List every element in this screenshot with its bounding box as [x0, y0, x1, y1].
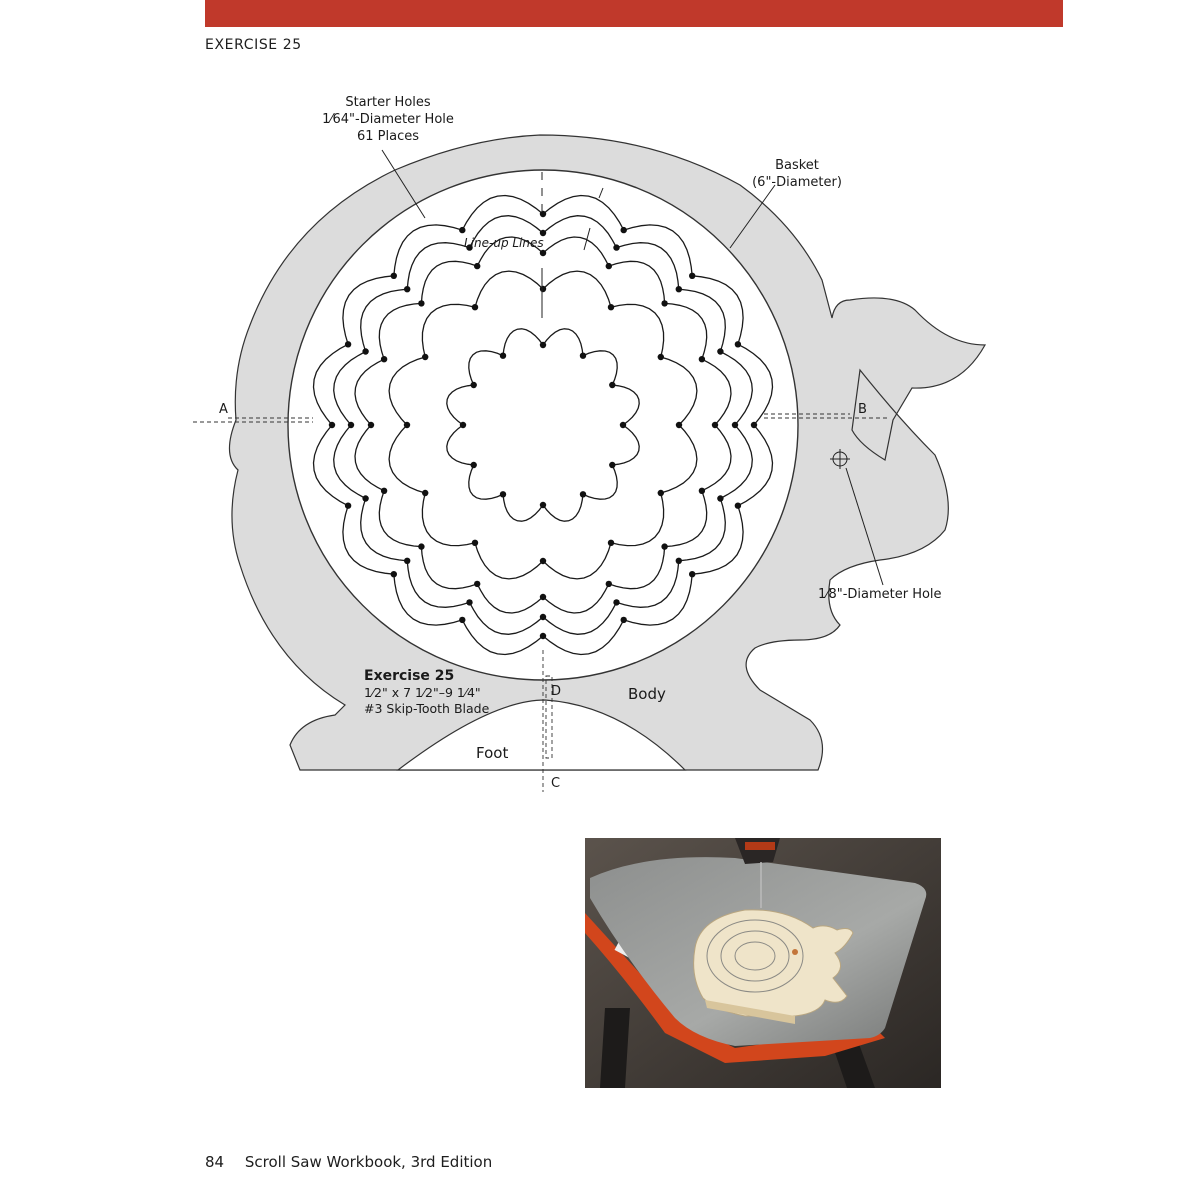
starter-hole — [391, 273, 397, 279]
starter-hole — [500, 491, 506, 497]
starter-hole — [606, 263, 612, 269]
starter-hole — [362, 495, 368, 501]
starter-hole — [699, 356, 705, 362]
foot-label: Foot — [476, 744, 509, 762]
starter-hole — [608, 540, 614, 546]
starter-hole — [676, 422, 682, 428]
starter-hole — [676, 286, 682, 292]
lineup-lines-label: Line-up Lines — [464, 236, 544, 250]
starter-hole — [460, 422, 466, 428]
starter-hole — [381, 356, 387, 362]
starter-hole — [613, 599, 619, 605]
starter-hole — [348, 422, 354, 428]
starter-hole — [404, 286, 410, 292]
starter-hole — [540, 502, 546, 508]
starter-hole — [329, 422, 335, 428]
starter-hole — [751, 422, 757, 428]
exercise-title: Exercise 25 — [364, 668, 455, 684]
starter-hole — [471, 462, 477, 468]
starter-hole — [345, 503, 351, 509]
page-number: 84 — [205, 1153, 225, 1171]
starter-hole — [661, 543, 667, 549]
starter-hole — [540, 211, 546, 217]
starter-hole — [540, 614, 546, 620]
starter-hole — [391, 571, 397, 577]
starter-hole — [621, 617, 627, 623]
point-d-label: D — [551, 684, 562, 699]
starter-hole — [471, 382, 477, 388]
starter-hole — [613, 244, 619, 250]
starter-hole — [540, 250, 546, 256]
blade-label: #3 Skip-Tooth Blade — [364, 701, 490, 716]
starter-hole — [540, 286, 546, 292]
starter-hole — [474, 581, 480, 587]
starter-hole — [621, 227, 627, 233]
page-footer — [205, 1153, 492, 1171]
starter-hole — [472, 540, 478, 546]
book-title: Scroll Saw Workbook, 3rd Edition — [244, 1153, 493, 1171]
starter-hole — [459, 227, 465, 233]
starter-hole — [732, 422, 738, 428]
starter-hole — [540, 342, 546, 348]
starter-hole — [345, 341, 351, 347]
starter-hole — [609, 462, 615, 468]
starter-hole — [735, 503, 741, 509]
starter-hole — [608, 304, 614, 310]
starter-hole — [735, 341, 741, 347]
starter-hole — [472, 304, 478, 310]
starter-hole — [620, 422, 626, 428]
starter-hole — [717, 495, 723, 501]
starter-hole — [500, 353, 506, 359]
small-hole-label: 1⁄8"-Diameter Hole — [818, 587, 942, 602]
starter-hole — [368, 422, 374, 428]
starter-hole — [418, 300, 424, 306]
starter-hole — [717, 348, 723, 354]
starter-hole — [540, 594, 546, 600]
starter-hole — [540, 633, 546, 639]
starter-hole — [606, 581, 612, 587]
starter-hole — [699, 488, 705, 494]
starter-hole — [658, 490, 664, 496]
body-label: Body — [628, 685, 666, 703]
point-b-label: B — [858, 402, 867, 417]
starter-hole — [404, 558, 410, 564]
starter-holes-line-1: Starter Holes — [345, 95, 431, 110]
starter-hole — [418, 543, 424, 549]
starter-hole — [466, 599, 472, 605]
point-c-label: C — [551, 776, 561, 791]
starter-hole — [422, 354, 428, 360]
scroll-saw-photo-drawing — [585, 838, 941, 1088]
dimensions-label: 1⁄2" x 7 1⁄2"–9 1⁄4" — [364, 685, 481, 700]
starter-hole — [381, 488, 387, 494]
starter-hole — [661, 300, 667, 306]
starter-hole — [712, 422, 718, 428]
starter-hole — [404, 422, 410, 428]
basket-label-line-2: (6"-Diameter) — [752, 175, 842, 190]
starter-hole — [362, 348, 368, 354]
starter-hole — [580, 353, 586, 359]
starter-hole — [609, 382, 615, 388]
section-label: EXERCISE 25 — [205, 37, 302, 53]
starter-hole — [689, 571, 695, 577]
starter-hole — [689, 273, 695, 279]
starter-hole — [474, 263, 480, 269]
starter-hole — [580, 491, 586, 497]
starter-hole — [459, 617, 465, 623]
point-a-label: A — [219, 402, 228, 417]
starter-holes-line-3: 61 Places — [356, 129, 420, 144]
starter-hole — [658, 354, 664, 360]
basket-label-line-1: Basket — [775, 158, 819, 173]
starter-hole — [422, 490, 428, 496]
starter-holes-line-2: 1⁄64"-Diameter Hole — [322, 112, 454, 127]
starter-hole — [540, 558, 546, 564]
starter-hole — [676, 558, 682, 564]
scroll-saw-photo — [585, 838, 941, 1088]
